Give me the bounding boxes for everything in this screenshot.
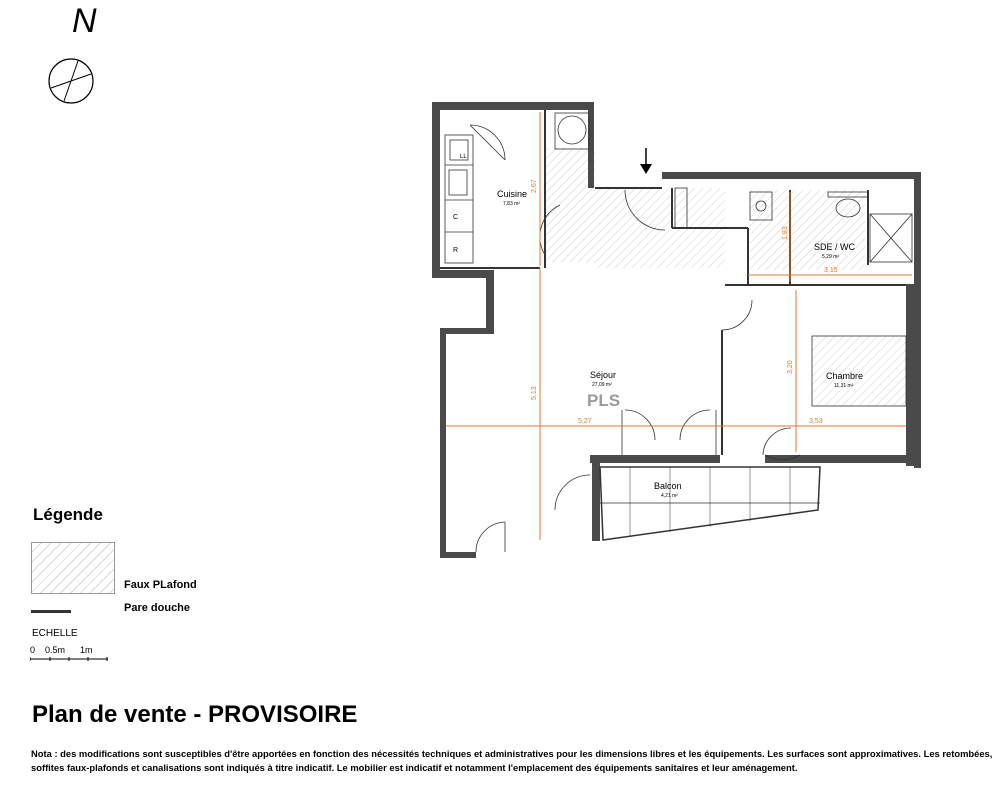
room-name-chambre: Chambre bbox=[826, 371, 864, 381]
dim-sde-height: 1,83 bbox=[782, 226, 789, 240]
room-name-cuisine: Cuisine bbox=[497, 189, 528, 199]
room-area-sejour: 27,09 m² bbox=[592, 382, 612, 388]
congel-label: C bbox=[453, 214, 459, 221]
room-name-balcon: Balcon bbox=[654, 481, 682, 491]
scale-bar bbox=[30, 657, 108, 661]
legend-faux-plafond-label: Faux PLafond bbox=[124, 579, 197, 591]
legend-title: Légende bbox=[33, 505, 103, 524]
refrig-label: R bbox=[453, 247, 459, 254]
legend-pare-douche-swatch bbox=[31, 610, 71, 613]
pls-mark: PLS bbox=[587, 391, 621, 410]
dim-sde-width: 3,15 bbox=[824, 267, 838, 274]
faux-plafond-zones bbox=[545, 148, 906, 406]
legend-faux-plafond-swatch bbox=[31, 542, 115, 594]
north-label: N bbox=[72, 2, 97, 40]
scale-title: ECHELLE bbox=[32, 628, 78, 639]
dim-chambre-width: 3,53 bbox=[809, 418, 823, 425]
entrance-arrow-icon bbox=[640, 148, 652, 174]
scale-tick-05: 0.5m bbox=[45, 645, 66, 655]
page-title: Plan de vente - PROVISOIRE bbox=[32, 701, 358, 728]
lave-linge-label: LL bbox=[460, 154, 467, 160]
dim-cuisine-height: 2,67 bbox=[531, 179, 538, 193]
balcony-outline bbox=[600, 467, 820, 540]
room-area-balcon: 4,21 m² bbox=[661, 493, 678, 499]
scale-tick-0: 0 bbox=[30, 645, 36, 655]
room-name-sejour: Séjour bbox=[590, 370, 617, 380]
dim-sejour-height: 5,13 bbox=[531, 386, 538, 400]
room-area-sde: 5,29 m² bbox=[822, 254, 839, 260]
room-area-cuisine: 7,83 m² bbox=[503, 201, 520, 207]
room-area-chambre: 11,31 m² bbox=[834, 383, 854, 389]
dim-sejour-width: 5,27 bbox=[578, 418, 592, 425]
legend-pare-douche-label: Pare douche bbox=[124, 602, 191, 614]
dim-chambre-height: 3,20 bbox=[787, 360, 794, 374]
room-name-sde: SDE / WC bbox=[814, 242, 856, 252]
scale-tick-1: 1m bbox=[80, 645, 93, 655]
disclaimer-note: Nota : des modifications sont susceptibles d'être apportées en fonction des nécessités techniques et administratives pour les dimensions libres et les équipements. Les surfaces sont approximatives. Les retombées, soffites faux-plafonds et canalisations sont indiqués à titre indicatif. Le mobilier est indicatif et notamment l'emplacement des équipements sanitaires et leur aménagement. bbox=[31, 748, 993, 773]
